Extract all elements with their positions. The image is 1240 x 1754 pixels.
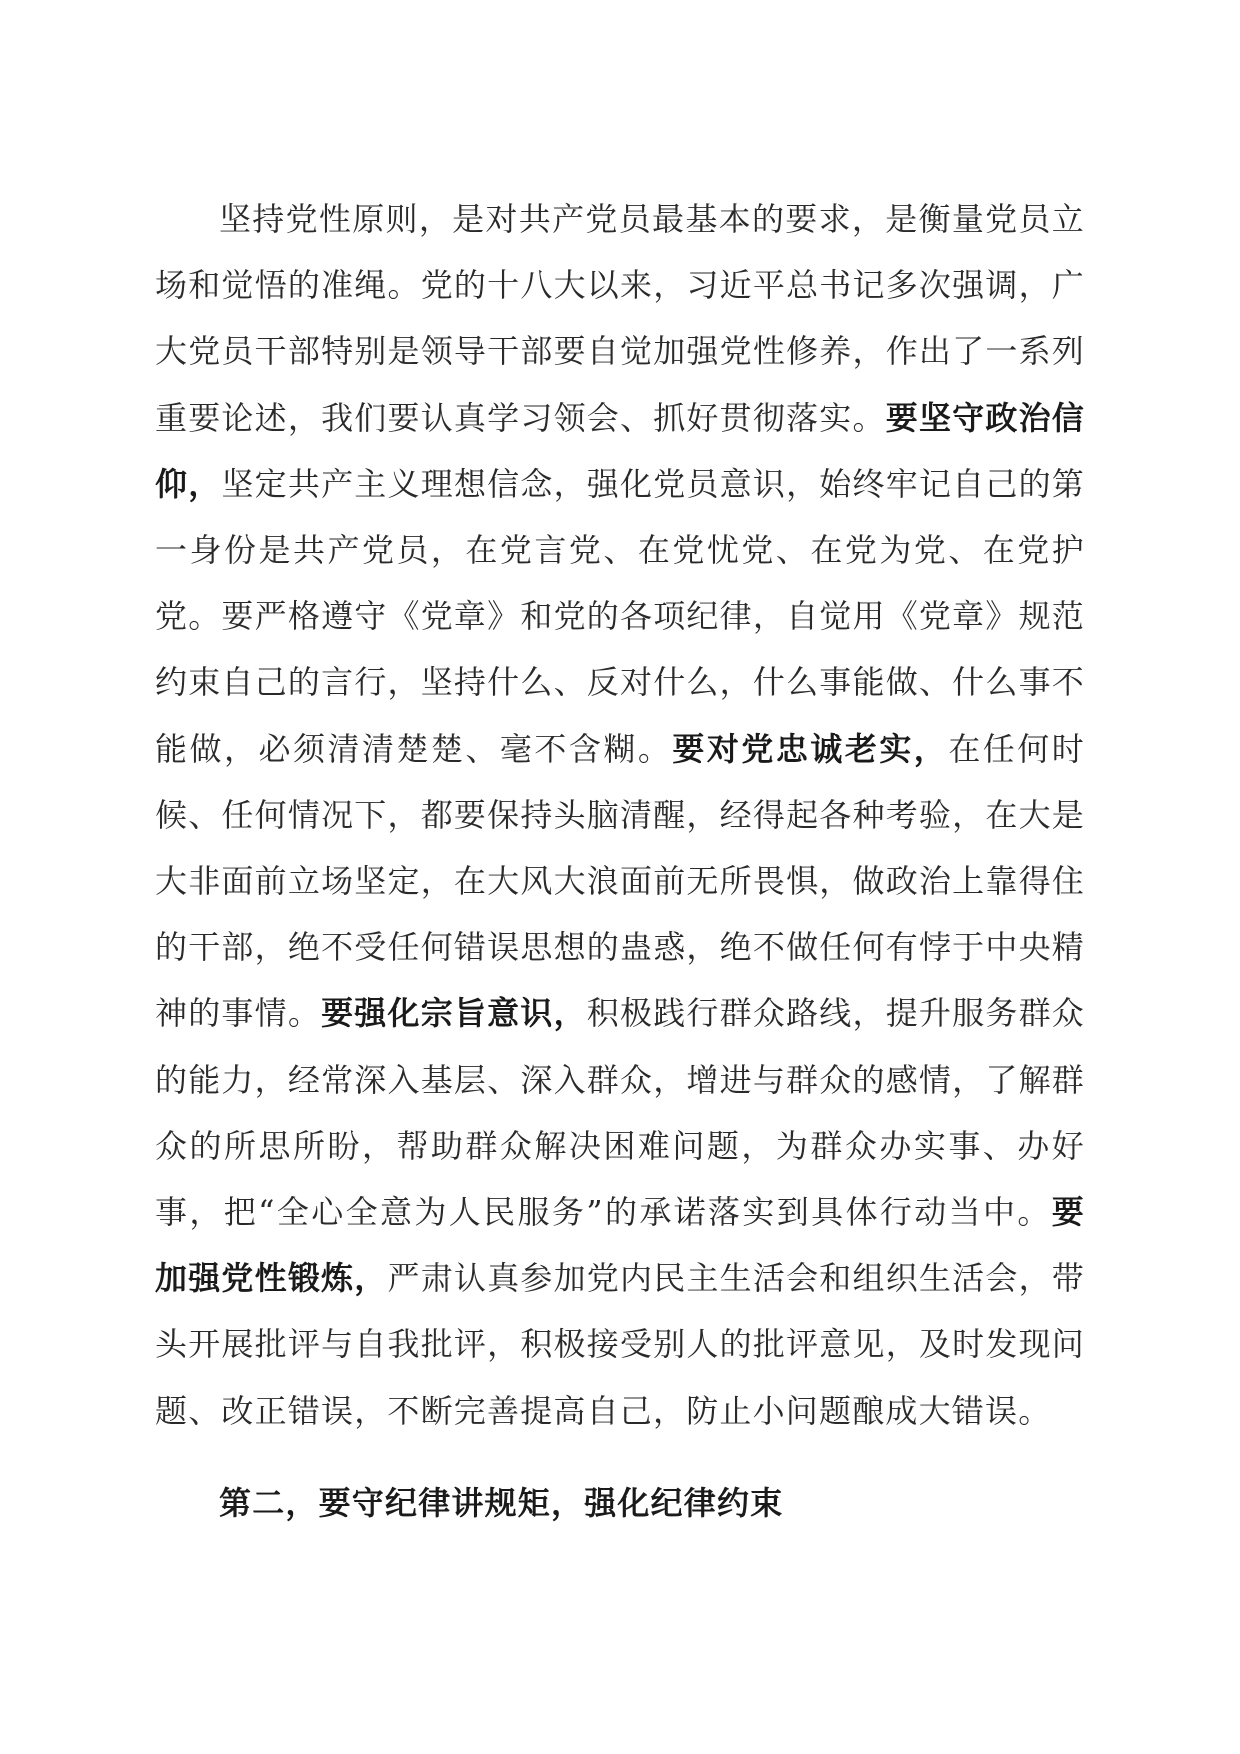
- paragraph-text: 积极践行群众路线，提升服务群众的能力，经常深入基层、深入群众，增进与群众的感情，了解群众的所思所盼，帮助群众解决困难问题，为群众办实事、办好事，把“全心全意为人民服务”的承诺落实到具体行动当中。: [155, 994, 1085, 1232]
- paragraph-text: 坚定共产主义理想信念，强化党员意识，始终牢记自己的第一身份是共产党员，在党言党、在党忧党、在党为党、在党护党。要严格遵守《党章》和党的各项纪律，自觉用《党章》规范约束自己的言行，坚持什么、反对什么，什么事能做、什么事不能做，必须清清楚楚、毫不含糊。: [155, 464, 1086, 768]
- paragraph-text: 坚持党性原则，是对共产党员最基本的要求，是衡量党员立场和觉悟的准绳。党的十八大以来，习近平总书记多次强调，广大党员干部特别是领导干部要自觉加强党性修养，作出了一系列重要论述，我们要认真学习领会、抓好贯彻落实。: [155, 200, 1085, 437]
- bold-phrase-purpose: 要强化宗旨意识，: [321, 994, 587, 1033]
- bold-phrase-political-belief: 要坚守政治信仰，: [155, 398, 1086, 503]
- bold-phrase-loyalty: 要对党忠诚老实，: [672, 729, 949, 768]
- bold-phrase-party-spirit: 要加强党性锻炼，: [155, 1193, 1085, 1298]
- body-paragraph: [155, 186, 1085, 1444]
- paragraph-text: 在任何时候、任何情况下，都要保持头脑清醒，经得起各种考验，在大是大非面前立场坚定，在大风大浪面前无所畏惧，做政治上靠得住的干部，绝不受任何错误思想的蛊惑，绝不做任何有悖于中央精神的事情。: [155, 729, 1085, 1033]
- paragraph-text: 严肃认真参加党内民主生活会和组织生活会，带头开展批评与自我批评，积极接受别人的批评意见，及时发现问题、改正错误，不断完善提高自己，防止小问题酿成大错误。: [155, 1259, 1086, 1430]
- section-heading: 第二，要守纪律讲规矩，强化纪律约束: [219, 1484, 784, 1522]
